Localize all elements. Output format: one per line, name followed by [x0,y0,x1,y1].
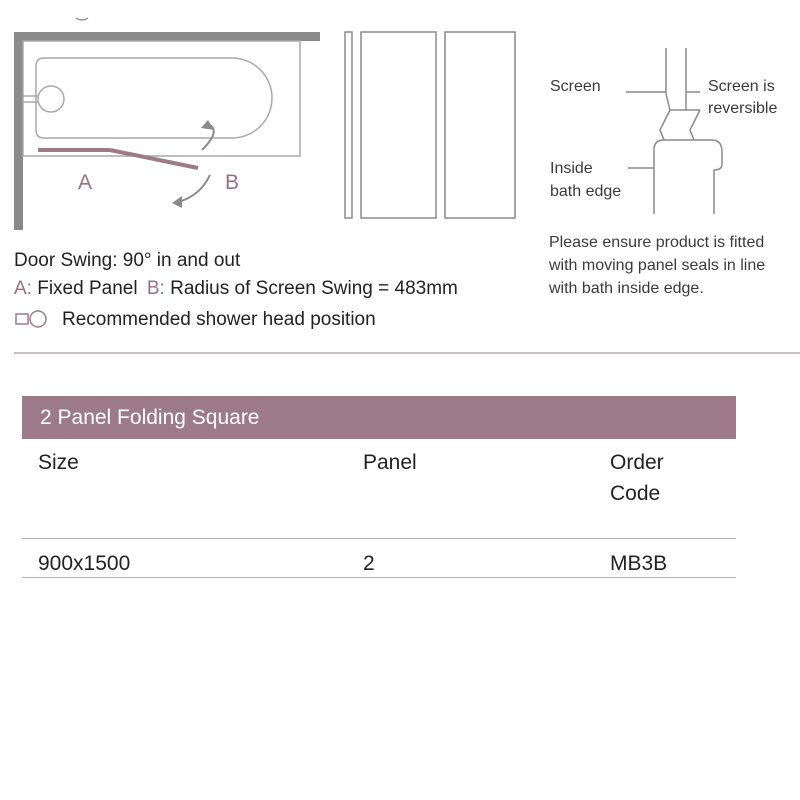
wall-top [14,32,320,41]
note-line-2: with moving panel seals in line [549,257,766,274]
label-b: B [225,171,240,194]
header-size: Size [38,451,79,474]
header-order-1: Order [610,451,664,474]
fixed-prefix: A: [14,278,32,299]
wall-left [14,32,23,230]
elevation-panel-1 [361,32,436,218]
shower-position-icon [38,86,64,112]
note-line-1: Please ensure product is fitted [549,234,765,251]
inside-label-1: Inside [550,160,593,177]
shower-head-icon [16,311,46,327]
note-line-3: with bath inside edge. [549,280,704,297]
elevation-strip [345,32,352,218]
bath-edge-profile [654,140,722,214]
header-order-2: Code [610,482,661,505]
section-divider [14,352,800,354]
reversible-label-2: reversible [708,100,778,117]
door-swing-text: Door Swing: 90° in and out [14,250,241,271]
screen-label: Screen [550,78,601,95]
header-rule [22,538,736,539]
radius-text: Radius of Screen Swing = 483mm [170,278,458,299]
inside-label-2: bath edge [550,183,622,200]
label-a: A [78,171,93,194]
cell-code: MB3B [610,552,668,575]
fixed-text: Fixed Panel [37,278,138,299]
radius-prefix: B: [146,278,165,299]
shower-text: Recommended shower head position [62,309,376,330]
swing-panel [110,150,198,168]
cell-size: 900x1500 [38,552,131,575]
bath-basin [36,58,272,138]
cell-panel: 2 [363,552,375,575]
reversible-label-1: Screen is [708,78,775,95]
row-rule [22,577,736,578]
table-title: 2 Panel Folding Square [22,396,736,439]
header-panel: Panel [363,451,417,474]
panel-legend [14,274,458,303]
elevation-panel-2 [445,32,515,218]
